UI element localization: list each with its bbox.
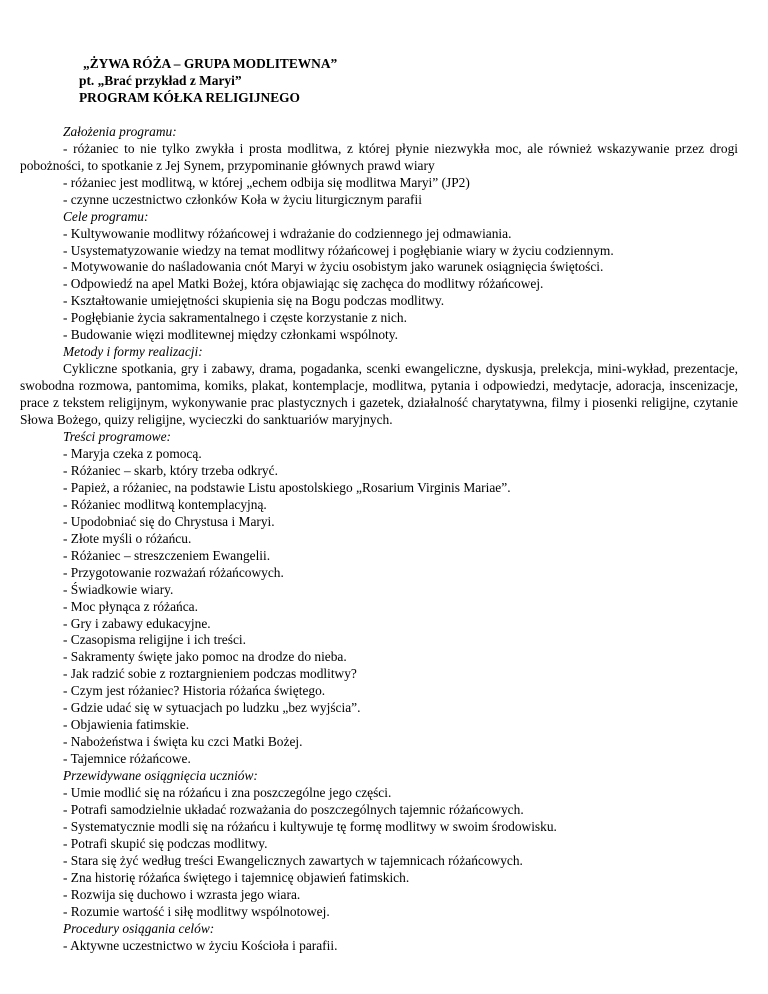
list-item: - Pogłębianie życia sakramentalnego i częste korzystanie z nich. — [63, 310, 407, 326]
header-title: „ŻYWA RÓŻA – GRUPA MODLITEWNA” — [83, 56, 338, 71]
zalozenia-paragraph: - różaniec to nie tylko zwykła i prosta modlitwa, z której płynie niezwykła moc, ale również wskazywanie przez drogi pobożności, to spotkanie z Jej Synem, przypominanie głównych prawd wiary — [20, 140, 738, 173]
list-item: - Różaniec – streszczeniem Ewangelii. — [63, 547, 271, 563]
list-item: - Gdzie udać się w sytuacjach po ludzku „bez wyjścia”. — [63, 700, 361, 716]
list-item: - Objawienia fatimskie. — [63, 717, 190, 733]
list-item: - Zna historię różańca świętego i tajemnicę objawień fatimskich. — [63, 869, 410, 885]
section-procedury — [20, 921, 738, 955]
list-item: - Budowanie więzi modlitewnej między członkami wspólnoty. — [63, 327, 398, 343]
list-item: - Upodobniać się do Chrystusa i Maryi. — [63, 513, 275, 529]
list-item: - Papież, a różaniec, na podstawie Listu apostolskiego „Rosarium Virginis Mariae”. — [63, 479, 511, 495]
section-zalozenia — [20, 124, 738, 209]
list-item: - Motywowanie do naśladowania cnót Maryi w życiu osobistym jako warunek osiągnięcia świętości. — [63, 259, 604, 275]
list-item: - Nabożeństwa i święta ku czci Matki Bożej. — [63, 734, 303, 750]
section-tresci — [20, 429, 738, 768]
list-item: - Potrafi skupić się podczas modlitwy. — [63, 835, 268, 851]
list-item: - Złote myśli o różańcu. — [63, 530, 192, 546]
list-item: - Maryja czeka z pomocą. — [63, 445, 202, 461]
list-item: - Tajemnice różańcowe. — [63, 751, 191, 767]
list-item: - Przygotowanie rozważań różańcowych. — [63, 564, 284, 580]
list-item: - Aktywne uczestnictwo w życiu Kościoła i parafii. — [63, 937, 338, 953]
section-osiagniecia — [20, 768, 738, 921]
list-item: - Umie modlić się na różańcu i zna poszczególne jego części. — [63, 785, 392, 801]
section-heading-procedury: Procedury osiągania celów: — [63, 920, 215, 936]
list-item: - Różaniec modlitwą kontemplacyjną. — [63, 496, 267, 512]
list-item: - czynne uczestnictwo członków Koła w życiu liturgicznym parafii — [63, 191, 422, 207]
list-item: - Jak radzić sobie z roztargnieniem podczas modlitwy? — [63, 666, 357, 682]
list-item: - Potrafi samodzielnie układać rozważania do poszczególnych tajemnic różańcowych. — [63, 801, 524, 817]
list-item: - Kształtowanie umiejętności skupienia się na Bogu podczas modlitwy. — [63, 293, 445, 309]
list-item: - Gry i zabawy edukacyjne. — [63, 615, 211, 631]
list-item: - Kultywowanie modlitwy różańcowej i wdrażanie do codziennego jej odmawiania. — [63, 225, 512, 241]
list-item: - Odpowiedź na apel Matki Bożej, która objawiając się zachęca do modlitwy różańcowej. — [63, 276, 544, 292]
section-metody — [20, 344, 738, 429]
list-item: - Systematycznie modli się na różańcu i kultywuje tę formę modlitwy w swoim środowisku. — [63, 818, 557, 834]
list-item: - Moc płynąca z różańca. — [63, 598, 198, 614]
list-item: - Sakramenty święte jako pomoc na drodze do nieba. — [63, 649, 347, 665]
list-item: - Różaniec – skarb, który trzeba odkryć. — [63, 462, 278, 478]
header-program-title: PROGRAM KÓŁKA RELIGIJNEGO — [79, 89, 300, 105]
list-item: - Świadkowie wiary. — [63, 581, 174, 597]
list-item: - różaniec jest modlitwą, w której „echem odbija się modlitwa Maryi” (JP2) — [63, 174, 470, 190]
section-cele — [20, 209, 738, 345]
list-item: - Czym jest różaniec? Historia różańca świętego. — [63, 683, 326, 699]
section-heading-zalozenia: Założenia programu: — [63, 123, 177, 139]
list-item: - Stara się żyć według treści Ewangelicznych zawartych w tajemnicach różańcowych. — [63, 852, 523, 868]
list-item: - Czasopisma religijne i ich treści. — [63, 632, 246, 648]
list-item: - Usystematyzowanie wiedzy na temat modlitwy różańcowej i pogłębianie wiary w życiu codziennym. — [63, 242, 614, 258]
list-item: - Rozumie wartość i siłę modlitwy wspólnotowej. — [63, 903, 330, 919]
section-heading-metody: Metody i formy realizacji: — [63, 344, 203, 360]
list-item: - Rozwija się duchowo i wzrasta jego wiara. — [63, 886, 301, 902]
section-heading-osiagniecia: Przewidywane osiągnięcia uczniów: — [63, 768, 258, 784]
document-header — [20, 56, 738, 107]
section-heading-tresci: Treści programowe: — [63, 429, 171, 445]
header-subtitle: pt. „Brać przykład z Maryi” — [79, 72, 242, 88]
section-heading-cele: Cele programu: — [63, 208, 149, 224]
metody-paragraph: Cykliczne spotkania, gry i zabawy, drama, pogadanka, scenki ewangeliczne, dyskusja, prelekcja, mini-wykład, prezentacje, swobodna rozmowa, pantomima, komiks, plakat, kontemplacje, modlitwa, pytania i odpowiedzi, medytacje, adoracja, inscenizacje, prace z tekstem religijnym, wykonywanie prac plastycznych i gazetek, działalność charytatywna, filmy i piosenki religijne, czytanie Słowa Bożego, quizy religijne, wycieczki do sanktuariów maryjnych. — [20, 361, 738, 428]
